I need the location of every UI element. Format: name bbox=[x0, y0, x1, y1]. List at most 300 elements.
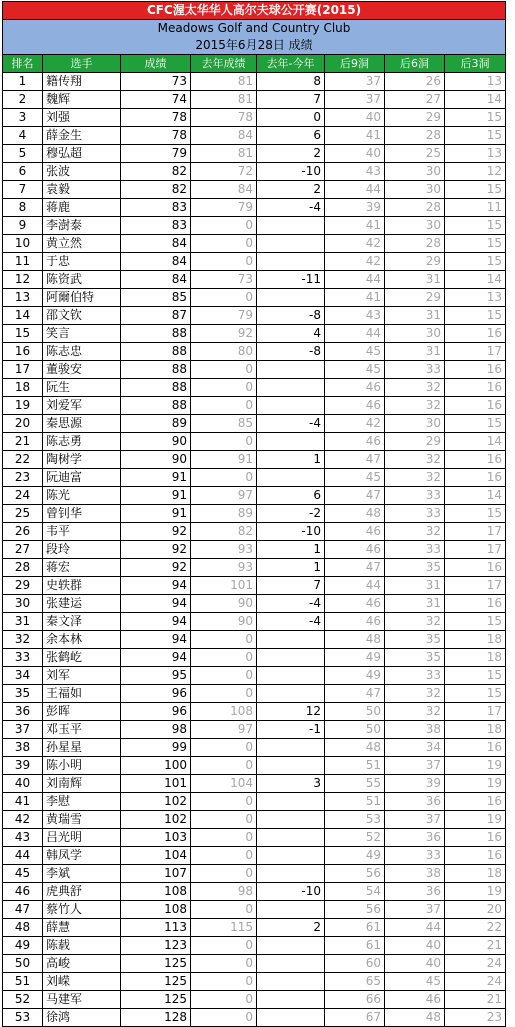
back3-cell: 15 bbox=[445, 685, 506, 703]
back6-cell: 35 bbox=[385, 559, 445, 577]
back6-cell: 30 bbox=[385, 217, 445, 235]
back3-cell: 19 bbox=[445, 757, 506, 775]
player-cell: 黄立然 bbox=[43, 235, 121, 253]
last-year-cell: 0 bbox=[191, 217, 257, 235]
diff-cell bbox=[257, 631, 325, 649]
rank-cell: 8 bbox=[3, 199, 43, 217]
last-year-cell: 89 bbox=[191, 505, 257, 523]
last-year-cell: 98 bbox=[191, 883, 257, 901]
last-year-cell: 0 bbox=[191, 235, 257, 253]
score-cell: 84 bbox=[121, 271, 191, 289]
diff-cell: 1 bbox=[257, 541, 325, 559]
back6-cell: 33 bbox=[385, 847, 445, 865]
last-year-cell: 0 bbox=[191, 667, 257, 685]
back9-cell: 45 bbox=[325, 361, 385, 379]
player-cell: 孙星星 bbox=[43, 739, 121, 757]
back9-cell: 45 bbox=[325, 343, 385, 361]
diff-cell bbox=[257, 361, 325, 379]
score-cell: 103 bbox=[121, 829, 191, 847]
score-cell: 107 bbox=[121, 865, 191, 883]
rank-cell: 6 bbox=[3, 163, 43, 181]
rank-cell: 19 bbox=[3, 397, 43, 415]
rank-cell: 42 bbox=[3, 811, 43, 829]
column-header-back9: 后9洞 bbox=[325, 55, 385, 73]
back6-cell: 46 bbox=[385, 991, 445, 1009]
player-cell: 薛金生 bbox=[43, 127, 121, 145]
last-year-cell: 0 bbox=[191, 991, 257, 1009]
back3-cell: 14 bbox=[445, 487, 506, 505]
back9-cell: 46 bbox=[325, 397, 385, 415]
player-cell: 笑言 bbox=[43, 325, 121, 343]
player-cell: 董骏安 bbox=[43, 361, 121, 379]
table-row bbox=[3, 631, 506, 649]
back6-cell: 31 bbox=[385, 577, 445, 595]
title-row bbox=[3, 2, 506, 20]
table-row bbox=[3, 739, 506, 757]
score-cell: 88 bbox=[121, 361, 191, 379]
last-year-cell: 0 bbox=[191, 649, 257, 667]
player-cell: 徐鸿 bbox=[43, 1009, 121, 1027]
back9-cell: 46 bbox=[325, 523, 385, 541]
score-cell: 98 bbox=[121, 721, 191, 739]
rank-cell: 24 bbox=[3, 487, 43, 505]
back6-cell: 33 bbox=[385, 505, 445, 523]
back6-cell: 32 bbox=[385, 703, 445, 721]
last-year-cell: 101 bbox=[191, 577, 257, 595]
rank-cell: 9 bbox=[3, 217, 43, 235]
back6-cell: 35 bbox=[385, 649, 445, 667]
diff-cell bbox=[257, 667, 325, 685]
back3-cell: 16 bbox=[445, 559, 506, 577]
rank-cell: 38 bbox=[3, 739, 43, 757]
back6-cell: 36 bbox=[385, 883, 445, 901]
player-cell: 曾钊华 bbox=[43, 505, 121, 523]
back3-cell: 16 bbox=[445, 829, 506, 847]
score-cell: 78 bbox=[121, 109, 191, 127]
score-cell: 99 bbox=[121, 739, 191, 757]
column-header-diff: 去年-今年 bbox=[257, 55, 325, 73]
diff-cell: -10 bbox=[257, 523, 325, 541]
diff-cell bbox=[257, 433, 325, 451]
back6-cell: 48 bbox=[385, 1009, 445, 1027]
rank-cell: 4 bbox=[3, 127, 43, 145]
back3-cell: 14 bbox=[445, 91, 506, 109]
back6-cell: 33 bbox=[385, 541, 445, 559]
score-cell: 113 bbox=[121, 919, 191, 937]
table-row bbox=[3, 289, 506, 307]
rank-cell: 1 bbox=[3, 73, 43, 91]
back9-cell: 50 bbox=[325, 703, 385, 721]
back3-cell: 23 bbox=[445, 1009, 506, 1027]
table-row bbox=[3, 847, 506, 865]
diff-cell bbox=[257, 235, 325, 253]
table-row bbox=[3, 811, 506, 829]
column-header-player: 选手 bbox=[43, 55, 121, 73]
table-row bbox=[3, 541, 506, 559]
rank-cell: 30 bbox=[3, 595, 43, 613]
diff-cell bbox=[257, 469, 325, 487]
player-cell: 蒋宏 bbox=[43, 559, 121, 577]
back3-cell: 18 bbox=[445, 649, 506, 667]
back6-cell: 29 bbox=[385, 109, 445, 127]
table-row bbox=[3, 361, 506, 379]
last-year-cell: 81 bbox=[191, 73, 257, 91]
rank-cell: 46 bbox=[3, 883, 43, 901]
venue-row bbox=[3, 20, 506, 38]
rank-cell: 26 bbox=[3, 523, 43, 541]
score-cell: 94 bbox=[121, 613, 191, 631]
back9-cell: 48 bbox=[325, 505, 385, 523]
back3-cell: 18 bbox=[445, 721, 506, 739]
score-cell: 128 bbox=[121, 1009, 191, 1027]
back3-cell: 15 bbox=[445, 613, 506, 631]
table-row bbox=[3, 343, 506, 361]
back3-cell: 20 bbox=[445, 901, 506, 919]
diff-cell bbox=[257, 829, 325, 847]
rank-cell: 33 bbox=[3, 649, 43, 667]
back6-cell: 30 bbox=[385, 325, 445, 343]
back3-cell: 17 bbox=[445, 541, 506, 559]
back6-cell: 28 bbox=[385, 235, 445, 253]
back6-cell: 32 bbox=[385, 523, 445, 541]
back9-cell: 44 bbox=[325, 325, 385, 343]
player-cell: 李斌 bbox=[43, 865, 121, 883]
date-row bbox=[3, 37, 506, 55]
score-cell: 104 bbox=[121, 847, 191, 865]
diff-cell: 1 bbox=[257, 451, 325, 469]
back6-cell: 33 bbox=[385, 667, 445, 685]
last-year-cell: 82 bbox=[191, 523, 257, 541]
player-cell: 马建军 bbox=[43, 991, 121, 1009]
last-year-cell: 97 bbox=[191, 487, 257, 505]
player-cell: 李慰 bbox=[43, 793, 121, 811]
back6-cell: 29 bbox=[385, 253, 445, 271]
back3-cell: 15 bbox=[445, 505, 506, 523]
table-row bbox=[3, 775, 506, 793]
back3-cell: 16 bbox=[445, 325, 506, 343]
back3-cell: 16 bbox=[445, 739, 506, 757]
back3-cell: 14 bbox=[445, 271, 506, 289]
back6-cell: 31 bbox=[385, 343, 445, 361]
score-cell: 82 bbox=[121, 163, 191, 181]
rank-cell: 39 bbox=[3, 757, 43, 775]
back9-cell: 41 bbox=[325, 289, 385, 307]
player-cell: 邓玉平 bbox=[43, 721, 121, 739]
back6-cell: 29 bbox=[385, 289, 445, 307]
back3-cell: 16 bbox=[445, 361, 506, 379]
back6-cell: 26 bbox=[385, 73, 445, 91]
back6-cell: 31 bbox=[385, 271, 445, 289]
diff-cell: 6 bbox=[257, 127, 325, 145]
score-cell: 101 bbox=[121, 775, 191, 793]
table-row bbox=[3, 685, 506, 703]
diff-cell bbox=[257, 811, 325, 829]
last-year-cell: 104 bbox=[191, 775, 257, 793]
last-year-cell: 0 bbox=[191, 973, 257, 991]
diff-cell: 0 bbox=[257, 109, 325, 127]
rank-cell: 31 bbox=[3, 613, 43, 631]
back3-cell: 17 bbox=[445, 523, 506, 541]
back6-cell: 45 bbox=[385, 973, 445, 991]
diff-cell bbox=[257, 955, 325, 973]
table-row bbox=[3, 73, 506, 91]
score-cell: 90 bbox=[121, 433, 191, 451]
diff-cell bbox=[257, 217, 325, 235]
last-year-cell: 0 bbox=[191, 1009, 257, 1027]
diff-cell bbox=[257, 649, 325, 667]
table-row bbox=[3, 217, 506, 235]
player-cell: 陈志勇 bbox=[43, 433, 121, 451]
diff-cell bbox=[257, 973, 325, 991]
diff-cell: 4 bbox=[257, 325, 325, 343]
last-year-cell: 79 bbox=[191, 199, 257, 217]
player-cell: 李澍泰 bbox=[43, 217, 121, 235]
rank-cell: 18 bbox=[3, 379, 43, 397]
back9-cell: 42 bbox=[325, 415, 385, 433]
player-cell: 薛慧 bbox=[43, 919, 121, 937]
back9-cell: 46 bbox=[325, 379, 385, 397]
sheet-title: CFC渥太华华人高尔夫球公开赛(2015) bbox=[3, 2, 506, 20]
table-row bbox=[3, 523, 506, 541]
player-cell: 陈志忠 bbox=[43, 343, 121, 361]
diff-cell: 8 bbox=[257, 73, 325, 91]
back3-cell: 13 bbox=[445, 73, 506, 91]
back3-cell: 19 bbox=[445, 883, 506, 901]
table-row bbox=[3, 433, 506, 451]
last-year-cell: 0 bbox=[191, 955, 257, 973]
table-row bbox=[3, 271, 506, 289]
rank-cell: 22 bbox=[3, 451, 43, 469]
score-cell: 91 bbox=[121, 469, 191, 487]
rank-cell: 7 bbox=[3, 181, 43, 199]
score-cell: 73 bbox=[121, 73, 191, 91]
back9-cell: 43 bbox=[325, 163, 385, 181]
back6-cell: 32 bbox=[385, 685, 445, 703]
back3-cell: 11 bbox=[445, 199, 506, 217]
player-cell: 陈资武 bbox=[43, 271, 121, 289]
last-year-cell: 0 bbox=[191, 757, 257, 775]
last-year-cell: 81 bbox=[191, 91, 257, 109]
back6-cell: 39 bbox=[385, 775, 445, 793]
score-cell: 92 bbox=[121, 541, 191, 559]
player-cell: 虎典舒 bbox=[43, 883, 121, 901]
back3-cell: 15 bbox=[445, 109, 506, 127]
back6-cell: 37 bbox=[385, 811, 445, 829]
rank-cell: 20 bbox=[3, 415, 43, 433]
back3-cell: 16 bbox=[445, 793, 506, 811]
diff-cell: 12 bbox=[257, 703, 325, 721]
back6-cell: 32 bbox=[385, 613, 445, 631]
player-cell: 阮迪富 bbox=[43, 469, 121, 487]
back6-cell: 29 bbox=[385, 433, 445, 451]
back6-cell: 31 bbox=[385, 595, 445, 613]
diff-cell bbox=[257, 379, 325, 397]
rank-cell: 13 bbox=[3, 289, 43, 307]
back9-cell: 46 bbox=[325, 595, 385, 613]
back3-cell: 14 bbox=[445, 433, 506, 451]
table-row bbox=[3, 595, 506, 613]
player-cell: 刘军 bbox=[43, 667, 121, 685]
back9-cell: 43 bbox=[325, 307, 385, 325]
venue-name: Meadows Golf and Country Club bbox=[3, 20, 506, 38]
diff-cell: 2 bbox=[257, 181, 325, 199]
table-row bbox=[3, 667, 506, 685]
score-cell: 91 bbox=[121, 505, 191, 523]
back3-cell: 16 bbox=[445, 451, 506, 469]
back6-cell: 36 bbox=[385, 793, 445, 811]
score-cell: 92 bbox=[121, 523, 191, 541]
back3-cell: 15 bbox=[445, 307, 506, 325]
player-cell: 陶树学 bbox=[43, 451, 121, 469]
back6-cell: 33 bbox=[385, 487, 445, 505]
last-year-cell: 0 bbox=[191, 361, 257, 379]
back9-cell: 45 bbox=[325, 469, 385, 487]
player-cell: 阿爾伯特 bbox=[43, 289, 121, 307]
diff-cell: 2 bbox=[257, 919, 325, 937]
rank-cell: 53 bbox=[3, 1009, 43, 1027]
player-cell: 陈载 bbox=[43, 937, 121, 955]
rank-cell: 50 bbox=[3, 955, 43, 973]
table-row bbox=[3, 919, 506, 937]
score-cell: 102 bbox=[121, 793, 191, 811]
rank-cell: 21 bbox=[3, 433, 43, 451]
last-year-cell: 73 bbox=[191, 271, 257, 289]
diff-cell bbox=[257, 937, 325, 955]
back3-cell: 24 bbox=[445, 973, 506, 991]
diff-cell: -1 bbox=[257, 721, 325, 739]
last-year-cell: 84 bbox=[191, 127, 257, 145]
score-cell: 125 bbox=[121, 991, 191, 1009]
back6-cell: 30 bbox=[385, 181, 445, 199]
last-year-cell: 115 bbox=[191, 919, 257, 937]
rank-cell: 2 bbox=[3, 91, 43, 109]
table-row bbox=[3, 307, 506, 325]
diff-cell bbox=[257, 253, 325, 271]
column-header-last-year: 去年成绩 bbox=[191, 55, 257, 73]
back3-cell: 15 bbox=[445, 415, 506, 433]
back6-cell: 25 bbox=[385, 145, 445, 163]
last-year-cell: 79 bbox=[191, 307, 257, 325]
score-cell: 94 bbox=[121, 577, 191, 595]
column-header-row bbox=[3, 55, 506, 73]
rank-cell: 17 bbox=[3, 361, 43, 379]
back9-cell: 41 bbox=[325, 127, 385, 145]
column-header-score: 成绩 bbox=[121, 55, 191, 73]
rank-cell: 32 bbox=[3, 631, 43, 649]
player-cell: 穆弘超 bbox=[43, 145, 121, 163]
back9-cell: 46 bbox=[325, 613, 385, 631]
last-year-cell: 0 bbox=[191, 739, 257, 757]
rank-cell: 40 bbox=[3, 775, 43, 793]
score-cell: 88 bbox=[121, 343, 191, 361]
back3-cell: 17 bbox=[445, 577, 506, 595]
rank-cell: 11 bbox=[3, 253, 43, 271]
back9-cell: 42 bbox=[325, 253, 385, 271]
player-cell: 韦平 bbox=[43, 523, 121, 541]
column-header-back6: 后6洞 bbox=[385, 55, 445, 73]
results-table bbox=[2, 1, 506, 1027]
back6-cell: 31 bbox=[385, 307, 445, 325]
back3-cell: 21 bbox=[445, 937, 506, 955]
table-row bbox=[3, 325, 506, 343]
back9-cell: 56 bbox=[325, 865, 385, 883]
back3-cell: 17 bbox=[445, 343, 506, 361]
rank-cell: 48 bbox=[3, 919, 43, 937]
back9-cell: 47 bbox=[325, 685, 385, 703]
last-year-cell: 90 bbox=[191, 595, 257, 613]
last-year-cell: 93 bbox=[191, 559, 257, 577]
diff-cell: 6 bbox=[257, 487, 325, 505]
back6-cell: 32 bbox=[385, 451, 445, 469]
diff-cell: -4 bbox=[257, 415, 325, 433]
score-cell: 84 bbox=[121, 235, 191, 253]
back3-cell: 19 bbox=[445, 811, 506, 829]
diff-cell: -4 bbox=[257, 613, 325, 631]
back9-cell: 40 bbox=[325, 145, 385, 163]
back9-cell: 67 bbox=[325, 1009, 385, 1027]
date-line: 2015年6月28日 成绩 bbox=[3, 37, 506, 55]
score-cell: 108 bbox=[121, 901, 191, 919]
table-row bbox=[3, 901, 506, 919]
back3-cell: 16 bbox=[445, 379, 506, 397]
back9-cell: 47 bbox=[325, 451, 385, 469]
back3-cell: 13 bbox=[445, 145, 506, 163]
player-cell: 蒋鹿 bbox=[43, 199, 121, 217]
last-year-cell: 0 bbox=[191, 811, 257, 829]
last-year-cell: 80 bbox=[191, 343, 257, 361]
table-row bbox=[3, 559, 506, 577]
back9-cell: 55 bbox=[325, 775, 385, 793]
rank-cell: 28 bbox=[3, 559, 43, 577]
rank-cell: 43 bbox=[3, 829, 43, 847]
score-cell: 83 bbox=[121, 199, 191, 217]
score-cell: 89 bbox=[121, 415, 191, 433]
score-cell: 100 bbox=[121, 757, 191, 775]
back6-cell: 40 bbox=[385, 955, 445, 973]
table-row bbox=[3, 829, 506, 847]
back9-cell: 53 bbox=[325, 811, 385, 829]
back3-cell: 18 bbox=[445, 631, 506, 649]
back9-cell: 49 bbox=[325, 649, 385, 667]
rank-cell: 15 bbox=[3, 325, 43, 343]
score-cell: 82 bbox=[121, 181, 191, 199]
player-cell: 秦思源 bbox=[43, 415, 121, 433]
table-row bbox=[3, 145, 506, 163]
player-cell: 张鹤屹 bbox=[43, 649, 121, 667]
column-header-rank: 排名 bbox=[3, 55, 43, 73]
last-year-cell: 93 bbox=[191, 541, 257, 559]
back9-cell: 51 bbox=[325, 757, 385, 775]
player-cell: 吕光明 bbox=[43, 829, 121, 847]
table-row bbox=[3, 793, 506, 811]
last-year-cell: 90 bbox=[191, 613, 257, 631]
rank-cell: 41 bbox=[3, 793, 43, 811]
diff-cell bbox=[257, 397, 325, 415]
back9-cell: 46 bbox=[325, 433, 385, 451]
table-row bbox=[3, 235, 506, 253]
back9-cell: 42 bbox=[325, 235, 385, 253]
rank-cell: 29 bbox=[3, 577, 43, 595]
score-cell: 74 bbox=[121, 91, 191, 109]
score-cell: 88 bbox=[121, 325, 191, 343]
diff-cell: -10 bbox=[257, 883, 325, 901]
back6-cell: 30 bbox=[385, 163, 445, 181]
back9-cell: 56 bbox=[325, 901, 385, 919]
table-row bbox=[3, 181, 506, 199]
last-year-cell: 81 bbox=[191, 145, 257, 163]
score-cell: 94 bbox=[121, 631, 191, 649]
back9-cell: 44 bbox=[325, 271, 385, 289]
